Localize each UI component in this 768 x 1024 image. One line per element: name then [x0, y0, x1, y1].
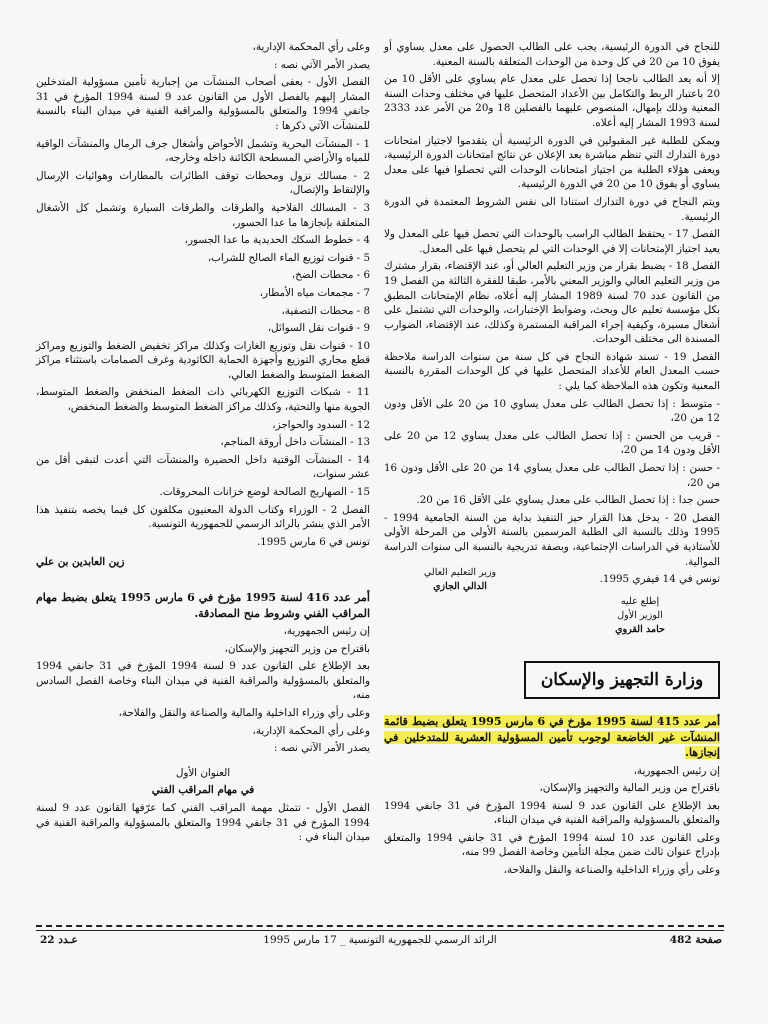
section-heading: في مهام المراقب الفني	[151, 784, 255, 797]
minister-title: وزير التعليم العالي	[423, 567, 497, 578]
journal-title: الرائد الرسمي للجمهورية التونسية _ 17 مارس 1995	[263, 934, 497, 946]
paragraph: - حسن : إذا تحصل الطالب على معدل يساوي 14 من 20 على الأقل ودون 16 من 20،	[384, 462, 720, 489]
left-article-paragraphs	[36, 801, 370, 845]
paragraph: 4 - خطوط السكك الحديدية ما عدا الجسور،	[184, 234, 370, 247]
paragraph: الفصل الأول - يعفى أصحاب المنشآت من إجبارية تأمين مسؤولية المتدخلين المشار إليهم بالفصل الأول من القانون عدد 9 لسنة 1994 المؤرخ في 31 جانفي 1994 والمتعلق بالمسؤولية والمراقبة الفنية في ميدان البناء بالنسبة للمنشآت الآتي ذكرها :	[36, 76, 370, 132]
decree-416-title: أمر عدد 416 لسنة 1995 مؤرخ في 6 مارس 1995 يتعلق بضبط مهام المراقب الفني وشروط منح المصادقة.	[36, 591, 370, 620]
paragraph: باقتراح من وزير التجهيز والإسكان،	[224, 642, 370, 655]
paragraph: باقتراح من وزير المالية والتجهيز والإسكان،	[539, 782, 720, 795]
paragraph: 1 - المنشآت البحرية وتشمل الأحواض وأشغال جرف الرمال والمنشآت الواقية للمياه والأراضي المسطحة الكائنة داخله وخارجه،	[36, 137, 370, 165]
paragraph: إلا أنه يعد الطالب ناجحا إذا تحصل على معدل عام يساوي على الأقل 10 من 20 باعتبار الربط والتكامل بين الأعداد المتحصل عليها في مختلف وحدات السنة المعنية وذلك بإمهال، المنصوص عليهما بالفصلين 18 و20 من الأمر عدد 2333 لسنة 1993 المشار إليه أعلاه.	[384, 73, 720, 129]
paragraph: 11 - شبكات التوزيع الكهربائي ذات الضغط المنخفض والضغط المتوسط، الجوية منها والتحتية، وكذلك مراكز الضغط المتوسط والضغط المنخفض،	[36, 386, 370, 414]
footer-divider	[36, 925, 724, 927]
pm-name: حامد القروي	[615, 624, 665, 635]
paragraph: وعلى رأي المحكمة الإدارية،	[252, 41, 370, 53]
left-column-paragraphs	[36, 40, 370, 549]
paragraph: 2 - مسالك نزول ومحطات توقف الطائرات بالمطارات وهوائيات الإرسال والإلتقاط والإتصال،	[36, 169, 370, 197]
paragraph: الفصل 18 - يضبط بقرار من وزير التعليم العالي أو، عند الإقتضاء، بقرار مشترك من وزير التعليم العالي والوزير المعني بالأمر، طبقا للفقرة الثالثة من الفصل 19 من القانون عدد 70 لسنة 1989 المشار إليه أعلاه، نظام الإمتحانات المطبق بكل مؤسسة تعليم عال وبحث، وضوابط الإختبارات، والوحدات التي تشتمل على أشغال مسيرة، وكيفية إجراء المراقبة المستمرة وكذلك، عند الإقتضاء، الضوارب المسندة الى مختلف الوحدات.	[384, 260, 720, 346]
paragraph: 14 - المنشآت الوقتية داخل الحضيرة والمنشآت التي أعدت لتبقى أقل من عشر سنوات،	[36, 453, 370, 481]
paragraph: وعلى القانون عدد 10 لسنة 1994 المؤرخ في 31 جانفي 1994 والمتعلق بإدراج عنوان ثالث ضمن مجلة التأمين وخاصة الفصل 99 منه،	[384, 831, 721, 859]
page-number: صفحة 482	[669, 934, 722, 946]
right-column-paragraphs	[384, 40, 720, 587]
paragraph: 13 - المنشآت داخل أروقة المناجم،	[220, 436, 370, 449]
paragraph: 9 - قنوات نقل السوائل،	[267, 322, 370, 335]
paragraph: - متوسط : إذا تحصل الطالب على معدل يساوي 10 من 20 على الأقل ودون 12 من 20،	[384, 397, 721, 425]
paragraph: وعلى رأي المحكمة الإدارية،	[252, 724, 370, 737]
paragraph: ويمكن للطلبة غير المقبولين في الدورة الرئيسية أن يتقدموا لاجتياز امتحانات دورة التدارك التي تنظم مباشرة بعد الإعلان عن نتائج امتحانات الدورة الرئيسية، ويعفى هؤلاء الطلبة من اجتياز امتحانات الوحدات التي تحصلوا فيها على معدل يساوي أو يفوق 10 من 20 في الدورة الرئيسية.	[384, 134, 720, 191]
right-decree-paragraphs	[384, 764, 720, 878]
paragraph: وعلى رأي وزراء الداخلية والصناعة والنقل والفلاحة،	[503, 864, 720, 877]
paragraph: 7 - مجمعات مياه الأمطار،	[259, 286, 370, 299]
paragraph: للنجاح في الدورة الرئيسية، يجب على الطالب الحصول على معدل يساوي أو يفوق 10 من 20 في كل وحدة من الوحدات المتعلقة بالسنة المعنية.	[384, 41, 720, 68]
pm-signature	[600, 595, 680, 637]
paragraph: حسن جدا : إذا تحصل الطالب على معدل يساوي على الأقل 16 من 20.	[416, 494, 720, 507]
left-column	[36, 40, 370, 848]
footer-line	[36, 930, 724, 931]
paragraph: - قريب من الحسن : إذا تحصل الطالب على معدل يساوي 12 من 20 على الأقل ودون 14 من 20،	[384, 429, 720, 457]
paragraph: 5 - قنوات توزيع الماء الصالح للشراب،	[207, 251, 370, 264]
pm-title: الوزير الأول	[617, 610, 663, 621]
right-decree	[384, 714, 720, 881]
left-decree-paragraphs	[36, 624, 370, 756]
paragraph: 10 - قنوات نقل وتوزيع الغازات وكذلك مراكز تخفيض الضغط والتوزيع ومراكز قطع مجاري التوزيع وأجهزة الحماية الكاثودية وغرف الصمامات باستثناء مراكز الضغط المتوسط والضغط العالي،	[36, 339, 370, 381]
paragraph: الفصل 20 - يدخل هذا القرار حيز التنفيذ بداية من السنة الجامعية 1994 - 1995 وذلك بالنسبة الى الطلبة المرسمين بالسنة الأولى من المرحلة الأولى للأستاذية في الدراسات الإجتماعية، وبصفة تدريجية بالنسبة الى سنوات الدراسة الموالية.	[384, 511, 720, 568]
issue-number: عـدد 22	[40, 934, 78, 946]
paragraph: الفصل 19 - تسند شهادة النجاح في كل سنة من سنوات الدراسة ملاحظة حسب المعدل العام للأعداد المتحصل عليها في كل الوحدات المقررة بالنسبة المعنية وتكون هذه الملاحظة كما يلي :	[384, 350, 720, 393]
paragraph: إن رئيس الجمهورية،	[283, 625, 370, 637]
title-heading: العنوان الأول	[175, 766, 231, 779]
paragraph: يصدر الأمر الآتي نصه :	[273, 58, 370, 71]
decree-415-title: أمر عدد 415 لسنة 1995 مؤرخ في 6 مارس 1995 يتعلق بضبط قائمة المنشآت غير الخاضعة لوجوب تأمين المسؤولية العشرية للمتدخلين في إنجازها.	[384, 715, 721, 759]
paragraph: إن رئيس الجمهورية،	[633, 764, 720, 777]
paragraph: تونس في 14 فيفري 1995.	[599, 573, 720, 586]
paragraph: بعد الإطلاع على القانون عدد 9 لسنة 1994 المؤرخ في 31 جانفي 1994 والمتعلق بالمسؤولية والمراقبة الفنية في ميدان البناء وخاصة الفصل السادس منه،	[36, 660, 370, 702]
paragraph: 6 - محطات الضخ،	[291, 269, 370, 282]
minister-name: الدالي الجازي	[433, 581, 487, 592]
paragraph: الفصل الأول - تتمثل مهمة المراقب الفني كما عرّفها القانون عدد 9 لسنة 1994 المؤرخ في 31 جانفي 1994 والمتعلق بالمسؤولية والمراقبة الفنية في ميدان البناء في :	[36, 801, 370, 844]
right-column	[384, 40, 720, 590]
paragraph: بعد الإطلاع على القانون عدد 9 لسنة 1994 المؤرخ في 31 جانفي 1994 والمتعلق بالمسؤولية والمراقبة الفنية في ميدان البناء،	[384, 799, 720, 827]
paragraph: 3 - المسالك الفلاحية والطرقات والطرقات السيارة وتشمل كل الأشغال المتعلقة بإنجازها ما عدا الجسور،	[36, 201, 370, 229]
paragraph: 15 - الصهاريج الصالحة لوضع خزانات المحروقات.	[159, 486, 370, 499]
minister-signature	[410, 566, 510, 594]
paragraph: الفصل 2 - الوزراء وكتاب الدولة المعنيون مكلفون كل فيما يخصه بتنفيذ هذا الأمر الذي ينشر بالرائد الرسمي للجمهورية التونسية.	[36, 503, 370, 531]
paragraph: ويتم النجاح في دورة التدارك استنادا الى نفس الشروط المعتمدة في الدورة الرئيسية.	[384, 195, 720, 223]
paragraph: يصدر الأمر الآتي نصه :	[273, 742, 370, 755]
ministry-heading: وزارة التجهيز والإسكان	[524, 661, 720, 699]
paragraph: 8 - محطات التصفية،	[281, 304, 370, 317]
paragraph: تونس في 6 مارس 1995.	[256, 535, 370, 548]
paragraph: وعلى رأي وزراء الداخلية والمالية والصناعة والنقل والفلاحة،	[118, 706, 370, 719]
president-signature: زين العابدين بن علي	[36, 556, 125, 569]
paragraph: 12 - السدود والحواجز،	[272, 418, 370, 431]
seen-label: إطلع عليه	[620, 596, 660, 607]
paragraph: الفصل 17 - يحتفظ الطالب الراسب بالوحدات التي تحصل فيها على المعدل ولا يعيد اجتياز الإمتحانات إلا في الوحدات التي لم يتحصل فيها على المعدل.	[384, 228, 720, 255]
